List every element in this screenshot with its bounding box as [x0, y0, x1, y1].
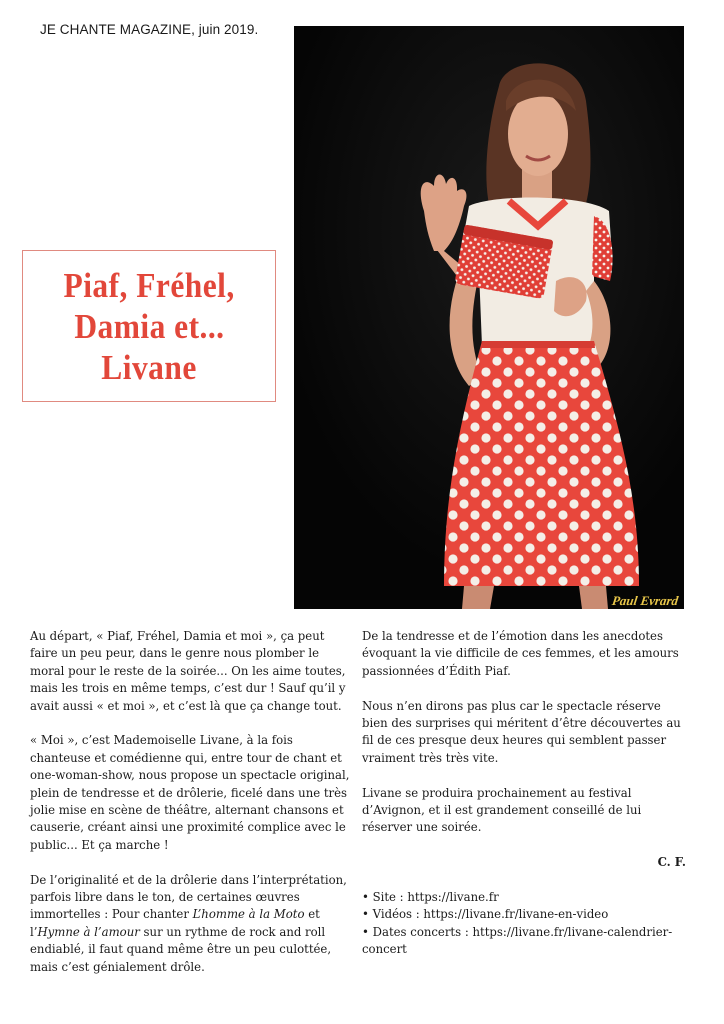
paragraph-2: « Moi », c’est Mademoiselle Livane, à la fois chanteuse et comédienne qui, entre tour de chant et one-woman-show, nous propose un spectacle original, plein de tendresse et de drôlerie, ficelé dans une très jolie mise en scène de théâtre, alternant chansons et causerie, créant ainsi une proximité complice avec le public... Et ça marche !	[30, 733, 350, 852]
article-column-right	[362, 628, 686, 959]
paragraph-3-part-a: De l’originalité et de la drôlerie dans l’interprétation, parfois libre dans le ton, de certaines œuvres immortelles : Pour chanter	[30, 872, 347, 922]
song-title-2: Hymne à l’amour	[37, 924, 140, 939]
photo-credit: Paul Evrard	[610, 593, 680, 608]
link-videos[interactable]: • Vidéos : https://livane.fr/livane-en-video	[362, 907, 609, 922]
paragraph-1: Au départ, « Piaf, Fréhel, Damia et moi », ça peut faire un peu peur, dans le genre nous plomber le moral pour le reste de la soirée... On les aime toutes, mais les trois en même temps, c’est dur ! Sauf qu’il y avait aussi « et moi », et c’est là que ça change tout.	[30, 629, 346, 713]
magazine-header: JE CHANTE MAGAZINE, juin 2019.	[40, 22, 259, 37]
title-line-3: Livane	[101, 347, 197, 387]
paragraph-3-part-b: et l’	[30, 907, 320, 939]
link-site[interactable]: • Site : https://livane.fr	[362, 890, 499, 905]
author-signature: C. F.	[657, 855, 686, 870]
link-concerts[interactable]: • Dates concerts : https://livane.fr/livane-calendrier-concert	[362, 924, 673, 957]
paragraph-3	[30, 872, 352, 976]
performer-photo	[294, 26, 684, 609]
song-title-1: L’homme à la Moto	[192, 907, 305, 922]
paragraph-3-part-c: sur un rythme de rock and roll endiablé, il faut quand même être un peu culottée, mais c’est génialement drôle.	[30, 924, 332, 974]
performer-illustration	[294, 26, 684, 609]
title-line-2: Damia et...	[73, 306, 225, 346]
paragraph-6: Livane se produira prochainement au festival d’Avignon, et il est grandement conseillé de lui réserver une soirée.	[362, 785, 642, 835]
article-column-left	[30, 628, 352, 993]
article-title-box	[22, 250, 276, 402]
links-list	[362, 889, 686, 959]
title-line-1: Piaf, Fréhel,	[63, 265, 235, 305]
paragraph-4: De la tendresse et de l’émotion dans les anecdotes évoquant la vie difficile de ces femmes, et les amours passionnées d’Édith Piaf.	[362, 629, 679, 678]
paragraph-5: Nous n’en dirons pas plus car le spectacle réserve bien des surprises qui méritent d’être découvertes au fil de ces presque deux heures qui semblent passer vraiment très très vite.	[362, 698, 681, 765]
